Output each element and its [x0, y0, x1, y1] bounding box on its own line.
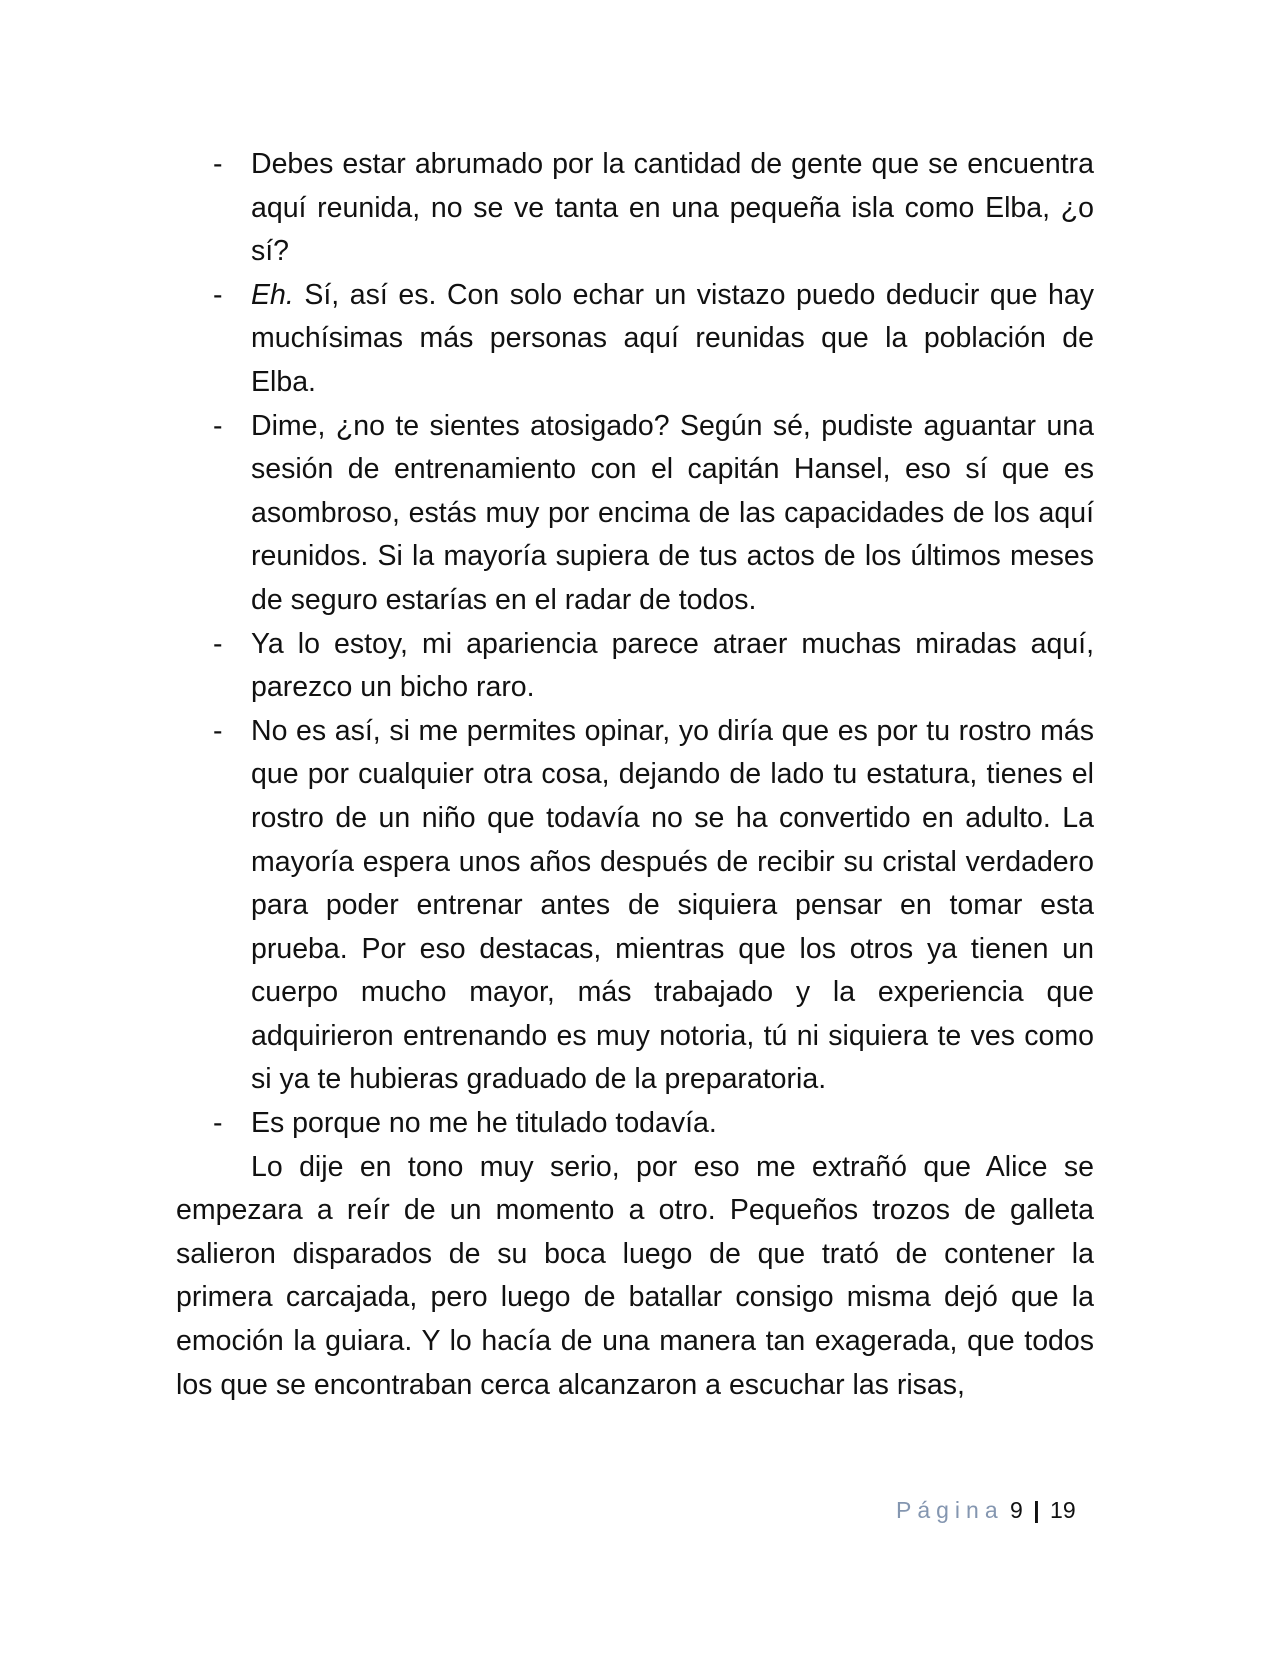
dialogue-line-2 — [176, 274, 1094, 405]
page-label: Página — [896, 1497, 1004, 1523]
dialogue-dash: - — [213, 714, 223, 747]
dialogue-line-5 — [176, 710, 1094, 1102]
dialogue-line-4 — [176, 623, 1094, 710]
dialogue-dash: - — [213, 278, 223, 311]
dialogue-text: Ya lo estoy, mi apariencia parece atraer muchas miradas aquí, parezco un bicho raro. — [251, 627, 1094, 704]
dialogue-line-1 — [176, 143, 1094, 274]
current-page-number: 9 — [1010, 1497, 1023, 1523]
dialogue-line-3 — [176, 405, 1094, 623]
dialogue-dash: - — [213, 148, 223, 180]
page-separator: | — [1033, 1497, 1040, 1523]
page-body — [176, 143, 1094, 1407]
dialogue-text: No es así, si me permites opinar, yo diría que es por tu rostro más que por cualquier otra cosa, dejando de lado tu estatura, tienes el rostro de un niño que todavía no se ha convertido en adulto. La mayoría espera unos años después de recibir su cristal verdadero para poder entrenar antes de siquiera pensar en tomar esta prueba. Por eso destacas, mientras que los otros ya tienen un cuerpo mucho mayor, más trabajado y la experiencia que adquirieron entrenando es muy notoria, tú ni siquiera te ves como si ya te hubieras graduado de la preparatoria. — [251, 714, 1094, 1096]
dialogue-text: Es porque no me he titulado todavía. — [251, 1107, 717, 1140]
dialogue-dash: - — [213, 1107, 223, 1140]
dialogue-dash: - — [213, 409, 223, 442]
dialogue-dash: - — [213, 627, 223, 660]
dialogue-emphasis: Eh. — [251, 278, 294, 311]
narration-paragraph: Lo dije en tono muy serio, por eso me extrañó que Alice se empezara a reír de un momento a otro. Pequeños trozos de galleta salieron disparados de su boca luego de que trató de contener la primera carcajada, pero luego de batallar consigo misma dejó que la emoción la guiara. Y lo hacía de una manera tan exagerada, que todos los que se encontraban cerca alcanzaron a escuchar las risas, — [176, 1150, 1094, 1401]
total-page-count: 19 — [1050, 1497, 1076, 1523]
dialogue-text: Debes estar abrumado por la cantidad de gente que se encuentra aquí reunida, no se ve tanta en una pequeña isla como Elba, ¿o sí? — [251, 148, 1094, 268]
dialogue-list — [176, 143, 1094, 1146]
dialogue-text: Dime, ¿no te sientes atosigado? Según sé, pudiste aguantar una sesión de entrenamiento con el capitán Hansel, eso sí que es asombroso, estás muy por encima de las capacidades de los aquí reunidos. Si la mayoría supiera de tus actos de los últimos meses de seguro estarías en el radar de todos. — [251, 409, 1094, 616]
page-number-footer — [896, 1496, 1076, 1524]
dialogue-line-6 — [176, 1102, 1094, 1146]
dialogue-text: Sí, así es. Con solo echar un vistazo puedo deducir que hay muchísimas más personas aquí reunidas que la población de Elba. — [251, 278, 1094, 398]
